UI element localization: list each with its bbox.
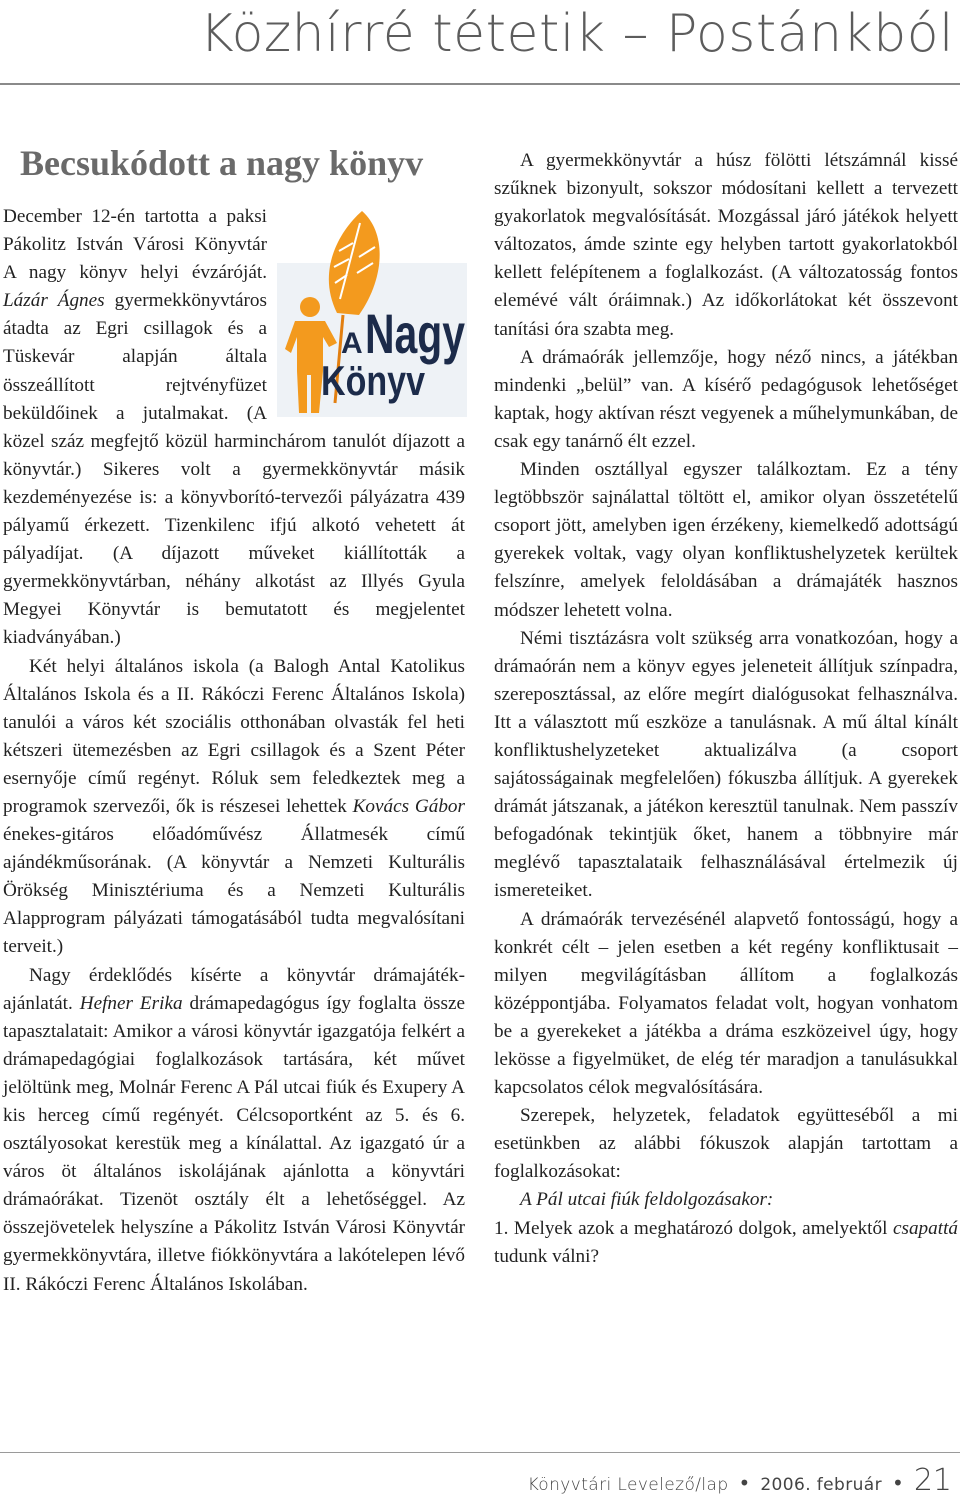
a-nagy-konyv-logo	[277, 203, 467, 417]
right-paragraph-5: A drámaórák tervezésénél alapvető fontosságú, hogy a konkrét célt – jelen esetben a két regény konfliktusait – milyen megvilágításban állítom a foglalkozás középpontjába. Folyamatos feladat volt, hogyan vonhatom be a gyerekeket a játékba a dráma eszközeivel úgy, hogy lekösse a figyelmüket, de elég tér maradjon a tanulásukkal kapcsolatos célok megvalósítására.	[494, 908, 958, 1099]
journal-name: Könyvtári Levelező/lap	[527, 1475, 729, 1495]
page-header-title: Közhírré tétetik – Postánkból	[199, 4, 954, 64]
right-paragraph-4: Némi tisztázásra volt szükség arra vonatkozóan, hogy a drámaórán nem a könyv egyes jeleneteit állítjuk színpadra, szereposztással, az előre megírt dialógusokat felhasználva. Itt a választott mű eszköze a tanulásnak. A mű által kínált konfliktushelyzeteket aktualizálva (a csoport sajátosságainak megfelelően) fókuszba állítjuk. A gyerekek drámát játszanak, a játékon keresztül tanulnak. Nem passzív befogadónak tekintjük őket, hanem a többnyire már meglévő tapasztalataik felhasználásával értelmezik új ismereteiket.	[494, 627, 958, 902]
left-paragraph-3: Nagy érdeklődés kísérte a könyvtár drámajáték-ajánlatát. Hefner Erika drámapedagógus így foglalta össze tapasztalatait: Amikor a városi könyvtár igazgatója felkért a drámapedagógiai foglalkozások tartására, két művet jelöltünk meg, Molnár Ferenc A Pál utcai fiúk és Exupery A kis herceg című regényét. Célcsoportként az 5. és 6. osztályosokat kerestük meg a kínálattal. Az igazgató úr a város öt általános iskolájának ajánlotta a könyvtári drámaórákat. Tizenöt osztály élt a lehetőséggel. Az összejövetelek helyszíne a Pákolitz István Városi Könyvtár gyermekkönyvtára, illetve fiókkönyvtára a lakótelepen lévő II. Rákóczi Ferenc Általános Iskolában.	[3, 964, 466, 1295]
right-paragraph-2: A drámaórák jellemzője, hogy néző nincs, a játékban mindenki „belül” van. A kísérő pedagógusok lehetőséget kaptak, hogy aktívan részt vegyenek a műhelymunkában, de csak egy tanárnő élt ezzel.	[494, 346, 958, 452]
left-column	[3, 203, 465, 1299]
article-title: Becsukódott a nagy könyv	[20, 143, 424, 183]
page-number: 21	[913, 1463, 952, 1498]
question-1: 1. Melyek azok a meghatározó dolgok, amelyektől csapattá tudunk válni?	[494, 1217, 958, 1267]
left-paragraph-1: December 12-én tartotta a paksi Pákolitz István Városi Könyvtár A nagy könyv helyi évzáróját. Lázár Ágnes gyermekkönyvtáros átadta az Egri csillagok és a Tüskevár alapján általa összeállított rejtvényfüzet beküldőinek a jutalmakat. (A közel száz megfejtő közül harminchárom tanulót díjazott a könyvtár.) Sikeres volt a gyermekkönyvtár másik kezdeményezése is: a könyvborító-tervezői pályázatra 439 pályamű érkezett. Tizenkilenc ifjú alkotó vehetett át pályadíjat. (A díjazott műveket kiállították a gyermekkönyvtárban, néhány alkotást az Illyés Gyula Megyei Könyvtár is bemutatott és megjelentet kiadványában.)	[3, 206, 465, 649]
header-rule	[0, 83, 960, 85]
logo-word-nagy: Nagy	[365, 302, 465, 365]
person-name: Lázár Ágnes	[3, 290, 105, 312]
right-paragraph-3: Minden osztállyal egyszer találkoztam. Ez a tény legtöbbször sajnálattal töltött el, amikor olyan összetételű csoport jött, amelyben igen érzékeny, kiemelkedő adottságú gyerekek voltak, vagy olyan konfliktushelyzetek kerültek felszínre, amelyek feloldásában a drámajáték hasznos módszer lehetett volna.	[494, 459, 958, 621]
subheading-pal-utcai: A Pál utcai fiúk feldolgozásakor:	[520, 1189, 774, 1211]
page-footer	[528, 1463, 952, 1498]
person-name: Hefner Erika	[79, 992, 183, 1014]
logo-letter-a: A	[341, 327, 363, 360]
logo-word-konyv: Könyv	[321, 357, 426, 404]
issue-date: 2006. február	[760, 1475, 883, 1495]
left-paragraph-2: Két helyi általános iskola (a Balogh Antal Katolikus Általános Iskola és a II. Rákóczi Ferenc Általános Iskola) tanulói a város két szociális otthonában olvasták fel heti kétszeri ütemezésben az Egri csillagok és a Szent Péter esernyője című regényt. Róluk sem feledkeztek meg a programok szervezői, ők is részesei lehettek Kovács Gábor énekes-gitáros előadóművész Állatmesék című ajándékműsorának. (A könyvtár a Nemzeti Kulturális Örökség Minisztériuma és a Nemzeti Kulturális Alapprogram pályázati támogatásából tudta megvalósítani terveit.)	[3, 655, 465, 958]
bullet-icon: •	[892, 1471, 904, 1495]
right-paragraph-6: Szerepek, helyzetek, feladatok együtteséből a mi esetünkben az alábbi fókuszok alapján tartottam a foglalkozásokat:	[494, 1105, 958, 1183]
bullet-icon: •	[738, 1471, 751, 1495]
footer-rule	[0, 1452, 960, 1453]
person-name: Kovács Gábor	[352, 795, 465, 817]
right-paragraph-1: A gyermekkönyvtár a húsz fölötti létszámnál kissé szűknek bizonyult, sokszor módosítani kellett a tervezett gyakorlatok megvalósítását. Mozgással járó játékok helyett változatos, ámde szinte egy helyben tartott gyakorlatokból kellett felépítenem a foglalkozást. (A változatosság fontos elemévé vált óráimnak.) Az időkorlátokat két összevont tanítási óra szabta meg.	[494, 150, 958, 340]
right-column	[494, 147, 958, 1271]
